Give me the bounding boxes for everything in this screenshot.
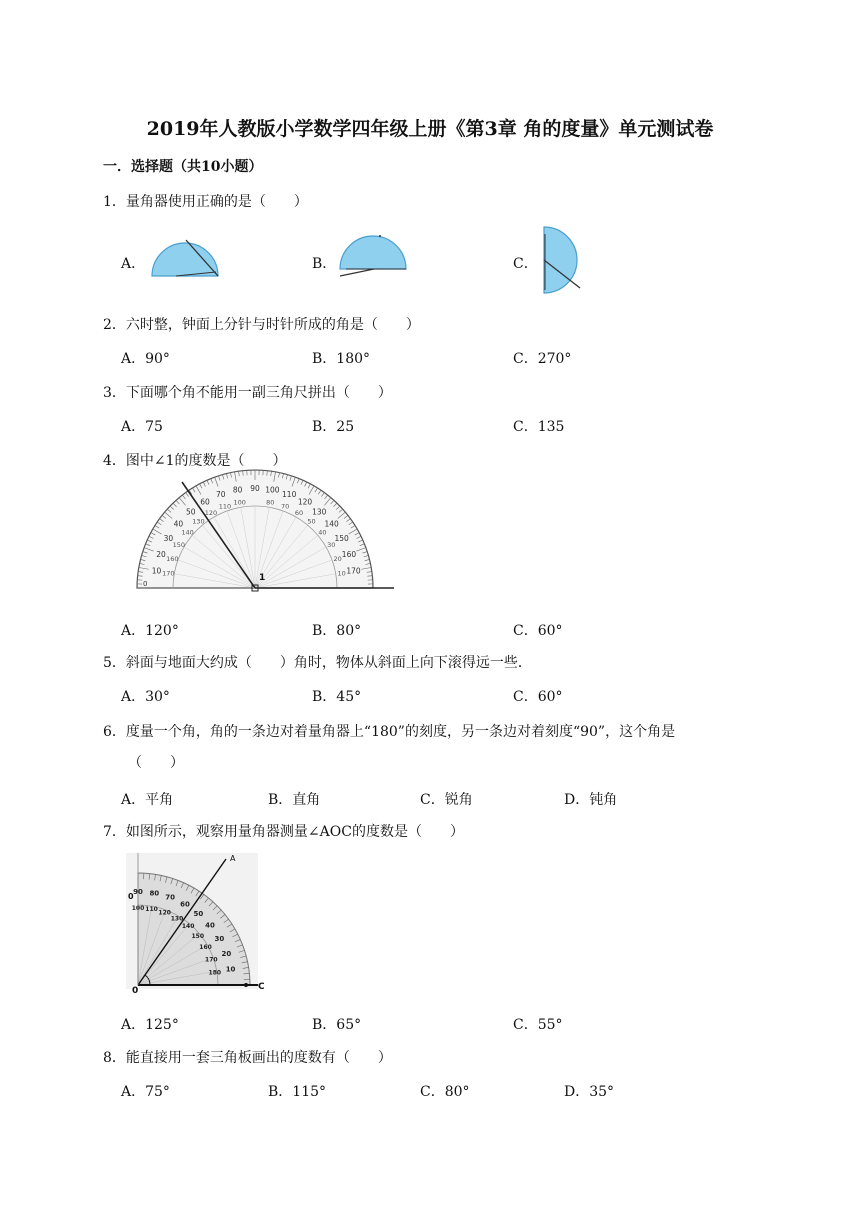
inner-scale-label: 110 — [145, 906, 158, 914]
outer-scale-label: 140 — [324, 519, 339, 529]
q7-option-a: A．125° — [121, 1017, 179, 1033]
q4-option-a: A．120° — [121, 623, 179, 639]
outer-scale-label: 80 — [232, 485, 243, 495]
inner-scale-label: 50 — [307, 517, 316, 526]
q4-option-c: C．60° — [513, 623, 563, 639]
q7-option-b: B．65° — [312, 1017, 362, 1033]
q4-option-b: B．80° — [312, 623, 362, 639]
q1-protractor-c-image — [536, 224, 594, 296]
inner-scale-label: 140 — [181, 923, 195, 931]
q1-option-b: B． — [312, 256, 337, 272]
inner-scale-label: 10 — [337, 569, 346, 578]
q1-option-a: A． — [121, 256, 146, 272]
outer-scale-label: 150 — [334, 534, 349, 543]
inner-scale-label: 60 — [294, 508, 304, 517]
outer-scale-label: 40 — [205, 921, 215, 930]
q3-option-b: B．25 — [312, 419, 355, 435]
question-8: 8．能直接用一套三角板画出的度数有（ ） — [103, 1050, 392, 1066]
inner-scale-label: 150 — [191, 932, 205, 940]
q6-option-a: A．平角 — [121, 792, 174, 808]
outer-scale-label: 10 — [225, 965, 236, 974]
question-6-blank: （ ） — [128, 755, 184, 771]
outer-scale-label: 160 — [341, 549, 357, 559]
q7-option-c: C．55° — [513, 1017, 563, 1033]
outer-scale-label: 40 — [173, 519, 184, 529]
section-heading: 一．选择题（共10小题） — [103, 159, 263, 175]
outer-scale-label: 60 — [180, 900, 190, 909]
inner-scale-label: 70 — [280, 502, 290, 511]
q5-option-a: A．30° — [121, 689, 170, 705]
outer-scale-label: 100 — [265, 485, 280, 495]
question-1: 1．量角器使用正确的是（ ） — [103, 194, 308, 210]
question-6: 6．度量一个角，角的一条边对着量角器上“180”的刻度，另一条边对着刻度“90”，这个角是 — [103, 724, 676, 740]
inner-scale-label: 170 — [162, 569, 175, 578]
q2-option-b: B．180° — [312, 351, 371, 367]
inner-scale-label: 110 — [218, 502, 232, 511]
q6-option-d: D．钝角 — [564, 792, 618, 808]
outer-scale-label: 120 — [297, 497, 313, 507]
inner-scale-label: 80 — [266, 498, 275, 507]
outer-scale-label: 30 — [214, 935, 225, 943]
inner-scale-label: 160 — [199, 944, 212, 951]
inner-scale-label: 20 — [333, 554, 342, 563]
outer-scale-label: 50 — [185, 507, 196, 517]
label-top-zero: 0 — [128, 892, 134, 901]
outer-scale-label: 50 — [193, 909, 204, 918]
outer-scale-label: 110 — [282, 490, 297, 500]
inner-scale-label: 180 — [208, 969, 222, 977]
inner-scale-label: 130 — [192, 517, 205, 526]
inner-scale-label: 130 — [170, 915, 184, 923]
q8-option-a: A．75° — [121, 1084, 170, 1100]
inner-scale-label: 170 — [205, 956, 218, 964]
q2-option-c: C．270° — [513, 351, 572, 367]
question-2: 2．六时整，钟面上分针与时针所成的角是（ ） — [103, 317, 420, 333]
page-title: 2019年人教版小学数学四年级上册《第3章 角的度量》单元测试卷 — [146, 118, 714, 140]
inner-scale-label: 160 — [166, 554, 179, 563]
inner-scale-label: 40 — [318, 528, 327, 537]
q8-option-d: D．35° — [564, 1084, 615, 1100]
inner-scale-label: 140 — [181, 528, 194, 537]
q1-protractor-b-image — [334, 233, 410, 278]
angle-marker-label: 1 — [259, 573, 266, 583]
question-7: 7．如图所示，观察用量角器测量∠AOC的度数是（ ） — [103, 824, 464, 840]
inner-scale-label: 100 — [233, 498, 246, 507]
outer-scale-label: 30 — [163, 534, 174, 543]
outer-scale-label: 130 — [312, 507, 327, 517]
q6-option-c: C．锐角 — [420, 792, 473, 808]
label-a: A — [230, 854, 236, 863]
inner-scale-label: 120 — [158, 909, 171, 917]
q7-protractor-figure — [122, 849, 265, 997]
question-5: 5．斜面与地面大约成（ ）角时，物体从斜面上向下滚得远一些． — [103, 655, 532, 671]
outer-scale-label: 60 — [200, 497, 210, 507]
outer-scale-label: 70 — [165, 893, 176, 902]
q3-option-c: C．135 — [513, 419, 565, 435]
outer-scale-label: 20 — [221, 949, 232, 958]
inner-scale-label: 100 — [131, 905, 145, 912]
inner-scale-label: 150 — [172, 541, 186, 549]
outer-scale-label: 80 — [149, 889, 160, 898]
outer-scale-label: 10 — [151, 566, 162, 576]
q5-option-b: B．45° — [312, 689, 362, 705]
q2-option-a: A．90° — [121, 351, 170, 367]
q1-option-c: C． — [513, 256, 538, 272]
outer-scale-label: 170 — [346, 566, 361, 576]
outer-scale-label: 90 — [133, 888, 143, 896]
outer-scale-label: 70 — [216, 490, 226, 500]
q8-option-c: C．80° — [420, 1084, 470, 1100]
inner-scale-label: 30 — [327, 541, 336, 549]
point-c-dot — [244, 983, 248, 987]
inner-scale-label: 120 — [204, 508, 218, 517]
q8-option-b: B．115° — [268, 1084, 327, 1100]
q6-option-b: B．直角 — [268, 792, 321, 808]
question-3: 3．下面哪个角不能用一副三角尺拼出（ ） — [103, 385, 392, 401]
q3-option-a: A．75 — [121, 419, 163, 435]
question-4: 4．图中∠1的度数是（ ） — [103, 453, 287, 469]
outer-scale-label: 20 — [156, 549, 166, 559]
label-o: 0 — [132, 986, 139, 996]
q1-protractor-a-image — [146, 232, 222, 280]
q5-option-c: C．60° — [513, 689, 563, 705]
label-c: C — [258, 982, 265, 992]
q4-protractor-figure — [124, 478, 398, 604]
zero-label: 0 — [143, 580, 148, 588]
outer-scale-label: 90 — [250, 484, 260, 493]
